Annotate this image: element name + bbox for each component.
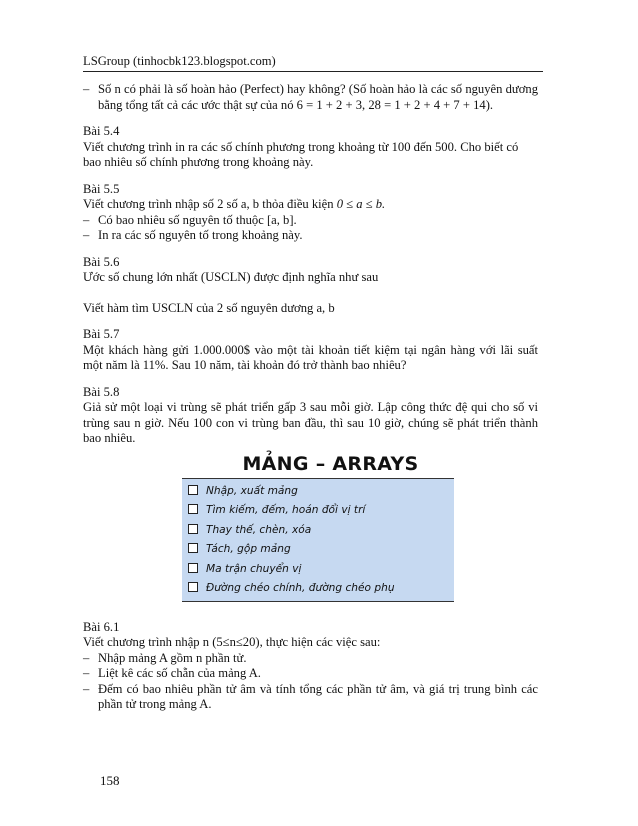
- topic-item: [182, 482, 454, 502]
- page-number: 158: [100, 773, 120, 788]
- topic-label: Tách, gộp mảng: [206, 543, 291, 555]
- exercise-text-5-6-b: Viết hàm tìm USCLN của 2 số nguyên dương a, b: [83, 300, 335, 315]
- bullet-dash: –: [83, 228, 90, 242]
- list-item: [83, 682, 538, 713]
- bullet-dash: –: [83, 681, 90, 696]
- topic-label: Thay thế, chèn, xóa: [206, 523, 312, 536]
- checkbox-icon: [188, 582, 198, 592]
- list-item-text: Đếm có bao nhiêu phần tử âm và tính tổng các phần tử âm, và giá trị trung bình các phần tử trong mảng A.: [98, 681, 538, 711]
- exercise-text-6-1: Viết chương trình nhập n (5≤n≤20), thực hiện các việc sau:: [83, 635, 381, 649]
- list-item: [83, 228, 538, 244]
- list-item-text: In ra các số nguyên tố trong khoảng này.: [98, 228, 303, 242]
- topic-item: [182, 501, 454, 521]
- section-title: MẢNG – ARRAYS: [242, 452, 419, 475]
- topic-item: [182, 579, 454, 599]
- checkbox-icon: [188, 504, 198, 514]
- page-content: [83, 82, 538, 713]
- list-item: [83, 651, 538, 667]
- topics-box: [182, 478, 454, 602]
- list-item-text: Có bao nhiêu số nguyên tố thuộc [a, b].: [98, 212, 297, 227]
- list-item: [83, 666, 538, 682]
- intro-bullet-text: Số n có phải là số hoàn hảo (Perfect) hay không? (Số hoàn hảo là các số nguyên dương bằng tổng tất cả các ước thật sự của nó 6 = 1 + 2 + 3, 28 = 1 + 2 + 4 + 7 + 14).: [98, 82, 538, 112]
- topic-item: [182, 560, 454, 580]
- checkbox-icon: [188, 485, 198, 495]
- list-item-text: Liệt kê các số chẵn của mảng A.: [98, 666, 261, 680]
- topic-label: Nhập, xuất mảng: [206, 484, 298, 497]
- list-item-text: Nhập mảng A gồm n phần tử.: [98, 650, 247, 665]
- exercise-title-6-1: Bài 6.1: [83, 619, 120, 634]
- exercise-text-5-7: Một khách hàng gửi 1.000.000$ vào một tài khoản tiết kiệm tại ngân hàng với lãi suất một năm là 11%. Sau 10 năm, tài khoản đó trở thành bao nhiêu?: [83, 342, 538, 372]
- bullet-dash: –: [83, 650, 90, 665]
- topic-item: [182, 521, 454, 541]
- topic-label: Tìm kiếm, đếm, hoán đổi vị trí: [206, 504, 366, 516]
- page-header: LSGroup (tinhocbk123.blogspot.com): [83, 54, 276, 68]
- topic-item: [182, 540, 454, 560]
- exercise-text-5-4: Viết chương trình in ra các số chính phương trong khoảng từ 100 đến 500. Cho biết có bao nhiêu số chính phương trong khoảng này.: [83, 139, 519, 169]
- exercise-title-5-4: Bài 5.4: [83, 124, 120, 138]
- exercise-text-5-5: [83, 197, 538, 213]
- topic-label: Đường chéo chính, đường chéo phụ: [206, 582, 395, 594]
- checkbox-icon: [188, 543, 198, 553]
- bullet-dash: –: [83, 212, 90, 227]
- bullet-dash: –: [83, 666, 90, 680]
- exercise-text-5-5-main: Viết chương trình nhập số 2 số a, b thỏa điều kiện: [83, 197, 334, 211]
- checkbox-icon: [188, 563, 198, 573]
- checkbox-icon: [188, 524, 198, 534]
- intro-bullet: [83, 82, 538, 113]
- exercise-text-5-8: Giả sử một loại vi trùng sẽ phát triển gấp 3 sau mỗi giờ. Lập công thức đệ qui cho số vi trùng sau n giờ. Nếu 100 con vi trùng ban đầu, thì sau 10 giờ, chúng sẽ phát triển thành bao nhiêu.: [83, 400, 538, 445]
- topic-label: Ma trận chuyển vị: [206, 562, 302, 575]
- list-item: [83, 213, 538, 229]
- bullet-dash: –: [83, 82, 90, 96]
- exercise-title-5-8: Bài 5.8: [83, 384, 120, 399]
- condition-formula: 0 ≤ a ≤ b.: [336, 197, 386, 211]
- exercise-text-5-6: Ước số chung lớn nhất (USCLN) được định nghĩa như sau: [83, 270, 379, 284]
- exercise-title-5-5: Bài 5.5: [83, 181, 120, 196]
- exercise-title-5-6: Bài 5.6: [83, 254, 120, 269]
- exercise-title-5-7: Bài 5.7: [83, 327, 120, 341]
- header-rule: [83, 71, 543, 72]
